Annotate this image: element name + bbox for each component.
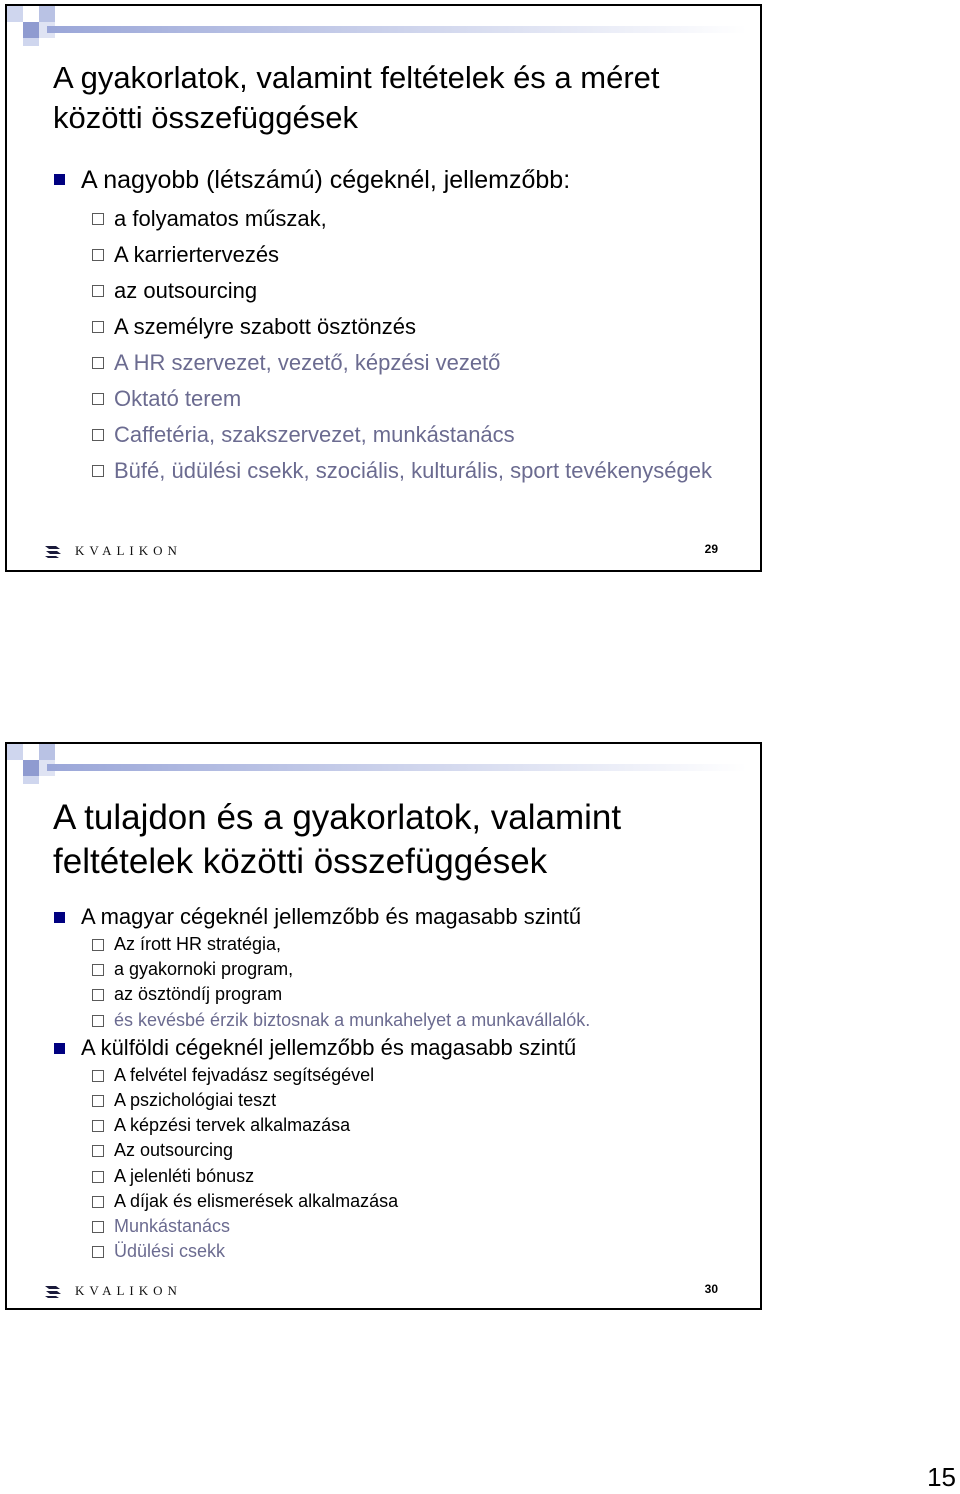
box-bullet-icon [92, 1015, 104, 1027]
list-item: az outsourcing [7, 276, 747, 306]
box-bullet-icon [92, 285, 104, 297]
box-bullet-icon [92, 1246, 104, 1258]
box-bullet-icon [92, 989, 104, 1001]
box-bullet-icon [92, 1221, 104, 1233]
box-bullet-icon [92, 213, 104, 225]
list-item: A jelenléti bónusz [7, 1164, 747, 1189]
box-bullet-icon [92, 321, 104, 333]
slide-title: A tulajdon és a gyakorlatok, valamint feltételek közötti összefüggések [53, 798, 622, 881]
list-item: az ösztöndíj program [7, 982, 747, 1007]
box-bullet-icon [92, 1070, 104, 1082]
list-item: A képzési tervek alkalmazása [7, 1113, 747, 1138]
list-item: Az írott HR stratégia, [7, 932, 747, 957]
square-bullet-icon [54, 912, 65, 923]
slide-title: A gyakorlatok, valamint feltételek és a méret közötti összefüggések [53, 60, 660, 135]
sub-list [7, 204, 747, 486]
list-item: Caffetéria, szakszervezet, munkástanács [7, 420, 747, 450]
box-bullet-icon [92, 465, 104, 477]
logo-swirl-icon [43, 543, 63, 559]
list-item: A személyre szabott ösztönzés [7, 312, 747, 342]
list-item: a gyakornoki program, [7, 957, 747, 982]
kvalikon-logo [43, 543, 182, 559]
box-bullet-icon [92, 1145, 104, 1157]
group-bullet-text: A magyar cégeknél jellemzőbb és magasabb szintű [81, 904, 582, 929]
main-bullet [7, 162, 747, 198]
list-item: Oktató terem [7, 384, 747, 414]
square-bullet-icon [54, 1043, 65, 1054]
list-item: Az outsourcing [7, 1138, 747, 1163]
box-bullet-icon [92, 939, 104, 951]
list-item: és kevésbé érzik biztosnak a munkahelyet a munkavállalók. [7, 1008, 747, 1033]
list-item: A HR szervezet, vezető, képzési vezető [7, 348, 747, 378]
list-item: a folyamatos műszak, [7, 204, 747, 234]
list-item: A pszichológiai teszt [7, 1088, 747, 1113]
page-number: 15 [927, 1462, 956, 1492]
slide-29 [5, 4, 762, 572]
list-item: A díjak és elismerések alkalmazása [7, 1189, 747, 1214]
main-bullet-text: A nagyobb (létszámú) cégeknél, jellemzőbb: [81, 166, 571, 194]
sub-list [7, 932, 747, 1033]
group-bullet-hungarian [7, 902, 747, 932]
list-item: A felvétel fejvadász segítségével [7, 1063, 747, 1088]
corner-decoration [7, 6, 747, 46]
logo-text: KVALIKON [75, 543, 182, 558]
box-bullet-icon [92, 393, 104, 405]
logo-text: KVALIKON [75, 1283, 182, 1298]
corner-decoration [7, 744, 747, 784]
box-bullet-icon [92, 429, 104, 441]
box-bullet-icon [92, 1196, 104, 1208]
logo-swirl-icon [43, 1283, 63, 1299]
bullet-list [7, 162, 747, 486]
slide-number: 29 [704, 542, 718, 556]
group-bullet-foreign [7, 1033, 747, 1063]
list-item: A karriertervezés [7, 240, 747, 270]
square-bullet-icon [54, 174, 65, 185]
sub-list [7, 1063, 747, 1265]
box-bullet-icon [92, 1171, 104, 1183]
box-bullet-icon [92, 249, 104, 261]
slide-number: 30 [704, 1282, 718, 1296]
box-bullet-icon [92, 1120, 104, 1132]
list-item: Munkástanács [7, 1214, 747, 1239]
bullet-list [7, 902, 747, 1264]
box-bullet-icon [92, 1095, 104, 1107]
box-bullet-icon [92, 357, 104, 369]
kvalikon-logo [43, 1283, 182, 1299]
list-item: Üdülési csekk [7, 1239, 747, 1264]
box-bullet-icon [92, 964, 104, 976]
slide-30 [5, 742, 762, 1310]
group-bullet-text: A külföldi cégeknél jellemzőbb és magasabb szintű [81, 1034, 577, 1060]
list-item: Büfé, üdülési csekk, szociális, kulturális, sport tevékenységek [7, 456, 747, 486]
